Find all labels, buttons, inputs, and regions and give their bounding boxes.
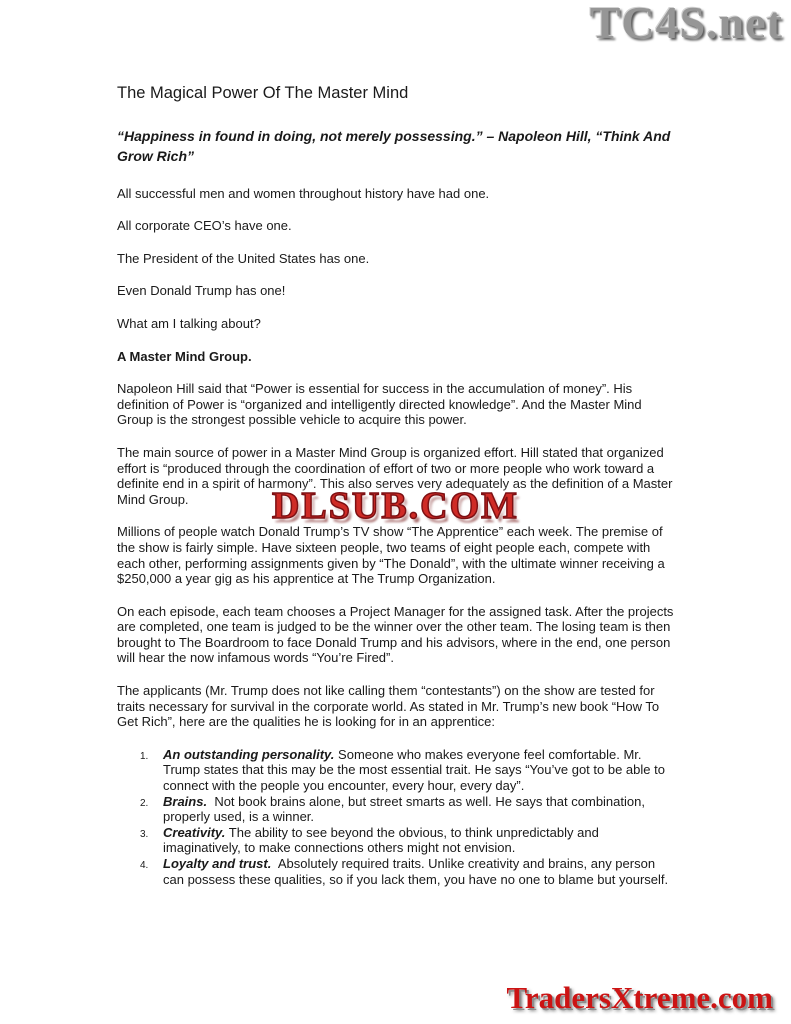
paragraph: What am I talking about? [117, 315, 261, 331]
paragraph: Millions of people watch Donald Trump’s TV show “The Apprentice” each week. The premise of the show is fairly simple. Have sixteen people, two teams of eight people each, compete with each other, performing assignments given by “The Donald”, with the ultimate winner receiving a $250,000 a year gig as his apprentice at The Trump Organization. [117, 524, 665, 587]
list-item-rest: Absolutely required traits. Unlike creativity and brains, any person can possess these qualities, so if you lack them, you have no one to blame but yourself. [163, 856, 669, 887]
list-number: 3. [140, 828, 149, 840]
list-item-text [163, 794, 677, 825]
list-item [117, 794, 677, 825]
page-title: The Magical Power Of The Master Mind [117, 84, 409, 102]
paragraph: All successful men and women throughout history have had one. [117, 185, 490, 201]
list-number: 2. [140, 797, 149, 809]
emphasis-heading: A Master Mind Group. [117, 348, 252, 364]
list-number: 4. [140, 860, 149, 871]
list-item-lead: Creativity. [163, 824, 226, 840]
list-item-lead: Loyalty and trust. [163, 856, 272, 871]
paragraph: The main source of power in a Master Mind Group is organized effort. Hill stated that organized effort is “produced through the coordination of effort of two or more people who work toward a definite end in a spirit of harmony”. This also serves very adequately as the definition of a Master Mind Group. [117, 444, 673, 507]
list-item-lead: Brains. [163, 793, 208, 809]
paragraph: Napoleon Hill said that “Power is essential for success in the accumulation of money”. His definition of Power is “organized and intelligently directed knowledge”. And the Master Mind Group is the strongest possible vehicle to acquire this power. [117, 381, 642, 428]
list-item-rest: The ability to see beyond the obvious, to think unpredictably and imaginatively, to make connections others might not envision. [163, 824, 599, 856]
list-number: 1. [140, 750, 149, 762]
paragraph: The President of the United States has one. [117, 250, 370, 266]
list-item-text [163, 825, 677, 856]
list-item [117, 856, 677, 887]
paragraph: On each episode, each team chooses a Project Manager for the assigned task. After the projects are completed, one team is judged to be the winner over the other team. The losing team is then brought to The Boardroom to face Donald Trump and his advisors, where in the end, one person will hear the now infamous words “You’re Fired”. [117, 603, 674, 666]
list-item-text [163, 747, 677, 794]
list-item-lead: An outstanding personality. [163, 746, 335, 762]
dlsub-watermark: DLSUB.COM [271, 485, 520, 527]
list-item-rest: Someone who makes everyone feel comfortable. Mr. Trump states that this may be the most essential trait. He says “You’ve got to be able to connect with the people you encounter, every hour, every day”. [163, 746, 665, 794]
paragraph: All corporate CEO’s have one. [117, 218, 292, 234]
list-item-rest: Not book brains alone, but street smarts as well. He says that combination, properly used, is a winner. [163, 793, 645, 825]
tc4s-watermark: TC4S.net [589, 0, 783, 48]
paragraph: Even Donald Trump has one! [117, 283, 286, 299]
list-item [117, 747, 677, 794]
tradersxtreme-watermark: TradersXtreme.com [506, 980, 773, 1015]
napoleon-hill-quote: “Happiness in found in doing, not merely possessing.” – Napoleon Hill, “Think And Grow Rich” [117, 127, 671, 164]
qualities-list [117, 747, 677, 887]
list-item-text [163, 856, 677, 887]
paragraph: The applicants (Mr. Trump does not like calling them “contestants”) on the show are tested for traits necessary for survival in the corporate world. As stated in Mr. Trump’s new book “How To Get Rich”, here are the qualities he is looking for in an apprentice: [117, 683, 660, 730]
list-item [117, 825, 677, 856]
